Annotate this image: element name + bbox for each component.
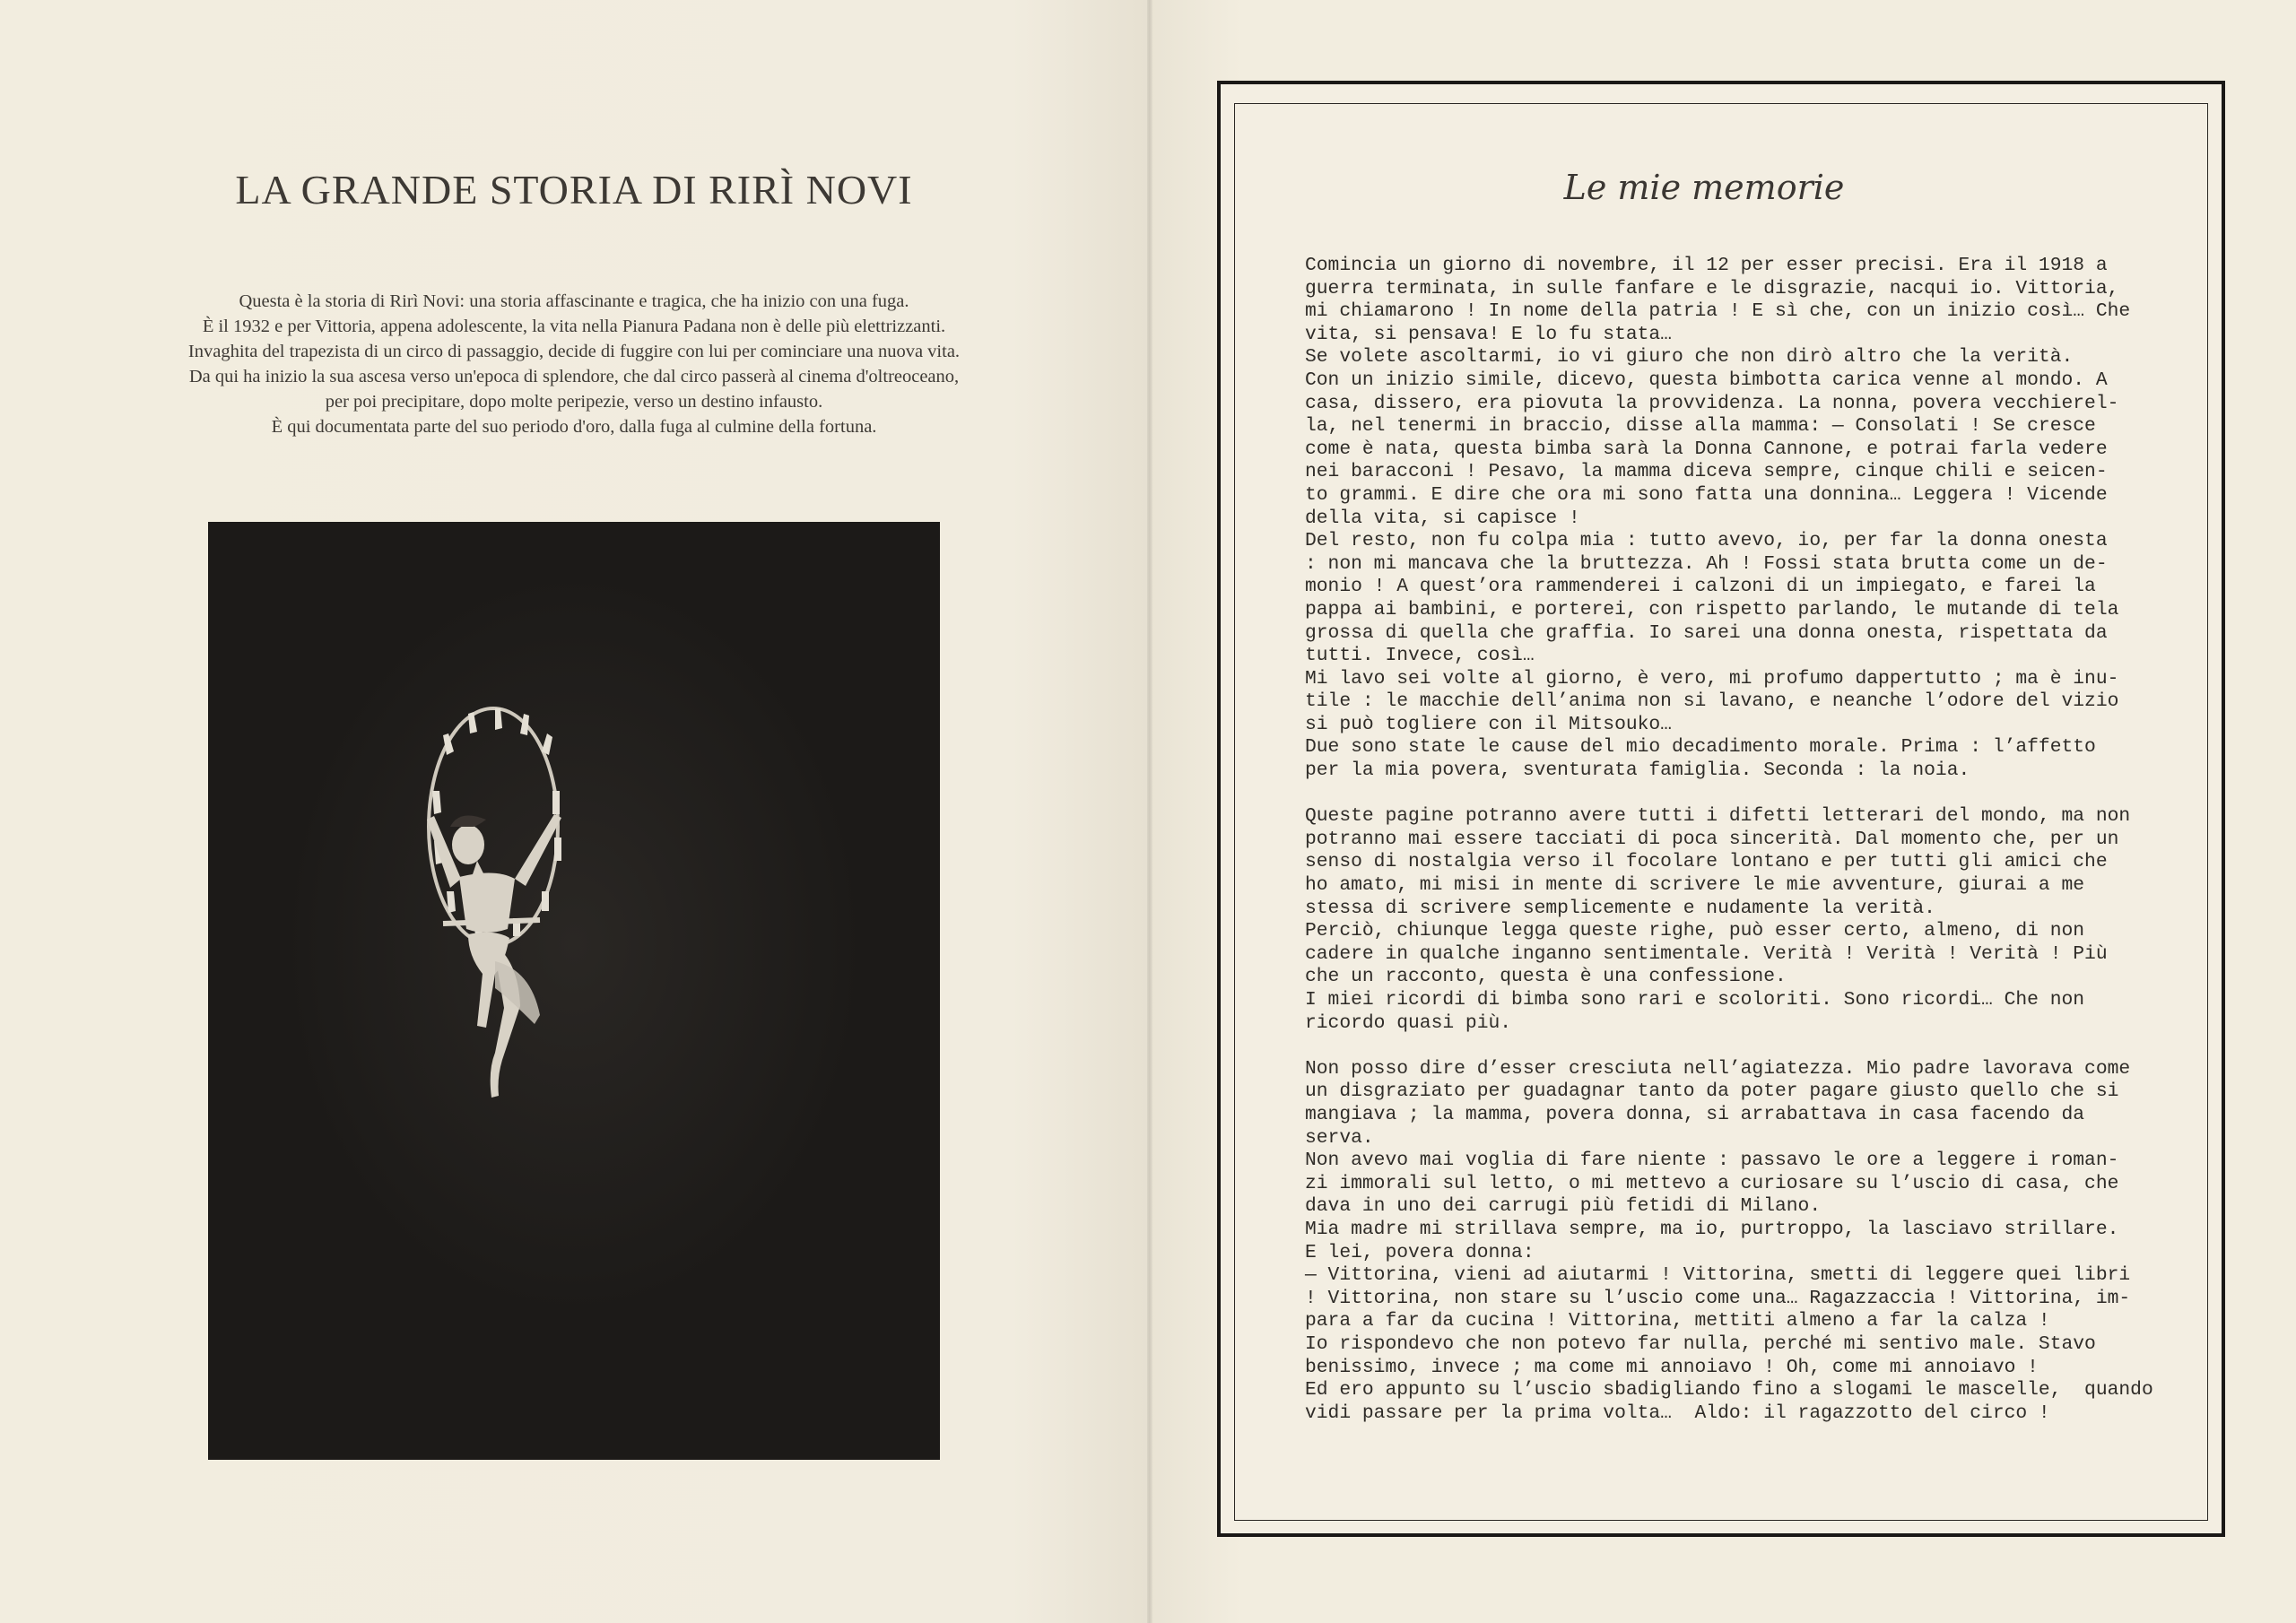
- memoir-heading: [1480, 161, 1928, 215]
- memoir-line: zi immorali sul letto, o mi mettevo a curiosare su l’uscio di casa, che: [1305, 1172, 2119, 1194]
- memoir-line: che un racconto, questa è una confessione.: [1305, 966, 1787, 988]
- memoir-line: ho amato, mi misi in mente di scrivere le mie avventure, giurai a me: [1305, 874, 2085, 897]
- memoir-line: si può togliere con il Mitsouko…: [1305, 713, 1672, 735]
- memoir-line: ricordo quasi più.: [1305, 1011, 1512, 1034]
- memoir-line: casa, dissero, era piovuta la provvidenza. La nonna, povera vecchierel-: [1305, 392, 2119, 414]
- memoir-line: pappa ai bambini, e porterei, con rispetto parlando, le mutande di tela: [1305, 598, 2119, 621]
- memoir-text: [1305, 255, 2153, 1425]
- intro-line: È il 1932 e per Vittoria, appena adolescente, la vita nella Pianura Padana non è delle più elettrizzanti.: [202, 317, 946, 336]
- memoir-line: serva.: [1305, 1126, 1374, 1149]
- memoir-line: la, nel tenermi in braccio, disse alla mamma: — Consolati ! Se cresce: [1305, 415, 2096, 438]
- memoir-line: para a far da cucina ! Vittorina, mettiti almeno a far la calza !: [1305, 1310, 2050, 1332]
- memoir-line: : non mi mancava che la bruttezza. Ah ! Fossi stata brutta come un de-: [1305, 552, 2108, 575]
- memoir-line: Io rispondevo che non potevo far nulla, perché mi sentivo male. Stavo: [1305, 1332, 2096, 1355]
- memoir-line: Perciò, chiunque legga queste righe, può esser certo, almeno, di non: [1305, 920, 2085, 942]
- book-gutter: [1147, 0, 1152, 1623]
- memoir-line: Ed ero appunto su l’uscio sbadigliando fino a slogami le mascelle, quando: [1305, 1379, 2153, 1402]
- memoir-line: cadere in qualche inganno sentimentale. Verità ! Verità ! Verità ! Più: [1305, 942, 2108, 965]
- memoir-line: benissimo, invece ; ma come mi annoiavo ! Oh, come mi annoiavo !: [1305, 1356, 2039, 1378]
- intro-line: Da qui ha inizio la sua ascesa verso un'epoca di splendore, che dal circo passerà al cinema d'oltreoceano,: [188, 367, 960, 386]
- memoir-line: tutti. Invece, così…: [1305, 645, 1535, 667]
- aerialist-illustration: [208, 522, 940, 1460]
- memoir-line: potranno mai essere tacciati di poca sincerità. Dal momento che, per un: [1305, 828, 2119, 850]
- memoir-line: E lei, povera donna:: [1305, 1241, 1535, 1263]
- memoir-line: vita, si pensava! E lo fu stata…: [1305, 323, 1672, 345]
- memoir-line: come è nata, questa bimba sarà la Donna Cannone, e potrai farla vedere: [1305, 438, 2108, 460]
- memoir-line: [1305, 1035, 2148, 1058]
- memoir-line: stessa di scrivere semplicemente e nudamente la verità.: [1305, 897, 1935, 919]
- memoir-line: per la mia povera, sventurata famiglia. Seconda : la noia.: [1305, 759, 1970, 782]
- memoir-line: un disgraziato per guadagnar tanto da poter pagare giusto quello che si: [1305, 1081, 2119, 1103]
- aerial-hoop-photo: [208, 522, 940, 1460]
- memoir-line: Comincia un giorno di novembre, il 12 per esser precisi. Era il 1918 a: [1305, 255, 2108, 276]
- page-title: LA GRANDE STORIA DI RIRÌ NOVI: [235, 167, 913, 213]
- memoir-line: guerra terminata, in sulle fanfare e le disgrazie, nacqui io. Vittoria,: [1305, 277, 2119, 299]
- intro-text: [90, 289, 1058, 439]
- memoir-line: ! Vittorina, non stare su l’uscio come una… Ragazzaccia ! Vittorina, im-: [1305, 1287, 2131, 1309]
- intro-line: per poi precipitare, dopo molte peripezie, verso un destino infausto.: [325, 392, 823, 412]
- memoir-line: Con un inizio simile, dicevo, questa bimbotta carica venne al mondo. A: [1305, 369, 2108, 391]
- memoir-line: Non avevo mai voglia di fare niente : passavo le ore a leggere i roman-: [1305, 1150, 2119, 1172]
- memoir-line: I miei ricordi di bimba sono rari e scoloriti. Sono ricordi… Che non: [1305, 989, 2085, 1011]
- memoir-line: mi chiamarono ! In nome della patria ! E sì che, con un inizio così… Che: [1305, 300, 2131, 323]
- intro-line: Questa è la storia di Rirì Novi: una storia affascinante e tragica, che ha inizio con una fuga.: [239, 291, 909, 311]
- memoir-line: [1305, 783, 2148, 806]
- memoir-line: to grammi. E dire che ora mi sono fatta una donnina… Leggera ! Vicende: [1305, 483, 2108, 506]
- intro-line: È qui documentata parte del suo periodo d'oro, dalla fuga al culmine della fortuna.: [271, 417, 877, 437]
- memoir-line: Del resto, non fu colpa mia : tutto avevo, io, per far la donna onesta: [1305, 530, 2108, 552]
- memoir-line: Queste pagine potranno avere tutti i difetti letterari del mondo, ma non: [1305, 805, 2131, 828]
- intro-line: Invaghita del trapezista di un circo di passaggio, decide di fuggire con lui per cominciare una nuova vita.: [187, 342, 961, 361]
- memoir-line: mangiava ; la mamma, povera donna, si arrabattava in casa facendo da: [1305, 1103, 2085, 1125]
- memoir-line: — Vittorina, vieni ad aiutarmi ! Vittorina, smetti di leggere quei libri: [1305, 1264, 2131, 1287]
- memoir-line: della vita, si capisce !: [1305, 507, 1580, 529]
- memoir-line: tile : le macchie dell’anima non si lavano, e neanche l’odore del vizio: [1305, 690, 2119, 713]
- memoir-line: Due sono state le cause del mio decadimento morale. Prima : l’affetto: [1305, 736, 2096, 759]
- memoir-line: senso di nostalgia verso il focolare lontano e per tutti gli amici che: [1305, 851, 2108, 873]
- memoir-line: monio ! A quest’ora rammenderei i calzoni di un impiegato, e farei la: [1305, 576, 2096, 598]
- memoir-line: Mi lavo sei volte al giorno, è vero, mi profumo dappertutto ; ma è inu-: [1305, 667, 2119, 690]
- memoir-line: grossa di quella che graffia. Io sarei una donna onesta, rispettata da: [1305, 621, 2108, 644]
- memoir-heading-text: Le mie memorie: [1563, 168, 1845, 207]
- memoir-line: dava in uno dei carrugi più fetidi di Milano.: [1305, 1195, 1822, 1218]
- memoir-line: vidi passare per la prima volta… Aldo: il ragazzotto del circo !: [1305, 1402, 2050, 1424]
- memoir-line: Mia madre mi strillava sempre, ma io, purtroppo, la lasciavo strillare.: [1305, 1218, 2119, 1240]
- memoir-line: Se volete ascoltarmi, io vi giuro che non dirò altro che la verità.: [1305, 346, 2074, 369]
- memoir-line: nei baracconi ! Pesavo, la mamma diceva sempre, cinque chili e seicen-: [1305, 461, 2108, 483]
- memoir-line: Non posso dire d’esser cresciuta nell’agiatezza. Mio padre lavorava come: [1305, 1057, 2131, 1080]
